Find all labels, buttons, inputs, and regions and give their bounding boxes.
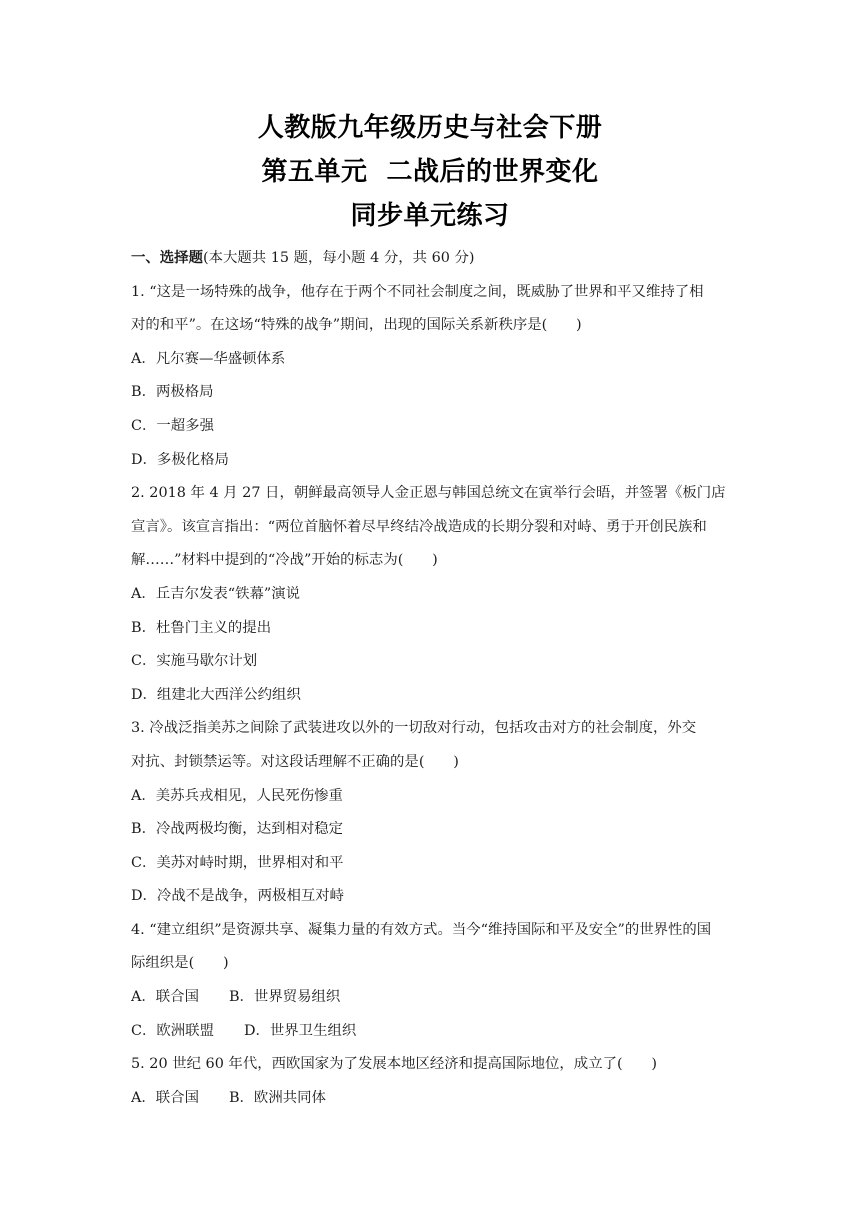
- answer-option: C．欧洲联盟: [131, 1022, 214, 1039]
- answer-option: C．美苏对峙时期，世界相对和平: [131, 854, 344, 871]
- question-text-line: 4. “建立组织”是资源共享、凝集力量的有效方式。当今“维持国际和平及安全”的世界性的国: [131, 921, 712, 938]
- section-note: (本大题共 15 题，每小题 4 分，共 60 分): [202, 250, 475, 266]
- title-line-1: 人教版九年级历史与社会下册: [257, 113, 603, 143]
- answer-option: D．世界卫生组织: [243, 1022, 357, 1039]
- question-text-line: 5. 20 世纪 60 年代，西欧国家为了发展本地区经济和提高国际地位，成立了( ): [131, 1056, 657, 1073]
- question-text-line: 2. 2018 年 4 月 27 日，朝鲜最高领导人金正恩与韩国总统文在寅举行会晤，并签署《板门店: [131, 485, 726, 502]
- question-1: [131, 276, 731, 478]
- answer-option: D．组建北大西洋公约组织: [131, 686, 301, 703]
- exercise-content: [131, 242, 731, 1115]
- question-text-line: 1. “这是一场特殊的战争，他存在于两个不同社会制度之间，既威胁了世界和平又维持了相: [131, 283, 704, 300]
- answer-option: C．实施马歇尔计划: [131, 653, 258, 670]
- answer-option: A．凡尔赛—华盛顿体系: [131, 350, 286, 367]
- answer-option: A．美苏兵戎相见，人民死伤惨重: [131, 787, 343, 804]
- answer-option: A．联合国: [131, 989, 199, 1006]
- answer-option: B．欧洲共同体: [228, 1089, 326, 1106]
- question-text-line: 解……”材料中提到的“冷战”开始的标志为( ): [131, 552, 438, 569]
- question-text-line: 对抗、封锁禁运等。对这段话理解不正确的是( ): [131, 753, 459, 770]
- section-heading: [131, 242, 731, 276]
- answer-option: C．一超多强: [131, 417, 214, 434]
- answer-option-row: [131, 981, 731, 1015]
- answer-option: A．联合国: [131, 1089, 199, 1106]
- question-text-line: 际组织是( ): [131, 955, 229, 972]
- question-2: [131, 477, 731, 712]
- answer-option: D．多极化格局: [131, 451, 229, 468]
- question-4: [131, 914, 731, 1048]
- question-text-line: 对的和平”。在这场“特殊的战争”期间，出现的国际关系新秩序是( ): [131, 317, 582, 334]
- answer-option-row: [131, 1082, 731, 1116]
- answer-option: A．丘吉尔发表“铁幕”演说: [131, 585, 301, 602]
- answer-option: B．两极格局: [131, 384, 214, 401]
- title-line-2: 第五单元 二战后的世界变化: [261, 157, 599, 187]
- section-title: 一、选择题: [131, 250, 203, 266]
- answer-option: B．冷战两极均衡，达到相对稳定: [131, 821, 344, 838]
- question-3: [131, 712, 731, 914]
- question-text-line: 宣言》。该宣言指出：“两位首脑怀着尽早终结冷战造成的长期分裂和对峙、勇于开创民族和: [131, 518, 707, 535]
- document-title: [0, 106, 860, 238]
- answer-option: B．杜鲁门主义的提出: [131, 619, 272, 636]
- question-5: [131, 1048, 731, 1115]
- answer-option: D．冷战不是战争，两极相互对峙: [131, 888, 345, 905]
- answer-option: B．世界贸易组织: [228, 989, 341, 1006]
- answer-option-row: [131, 1015, 731, 1049]
- title-line-3: 同步单元练习: [350, 201, 510, 231]
- question-text-line: 3. 冷战泛指美苏之间除了武装进攻以外的一切敌对行动，包括攻击对方的社会制度，外交: [131, 720, 697, 737]
